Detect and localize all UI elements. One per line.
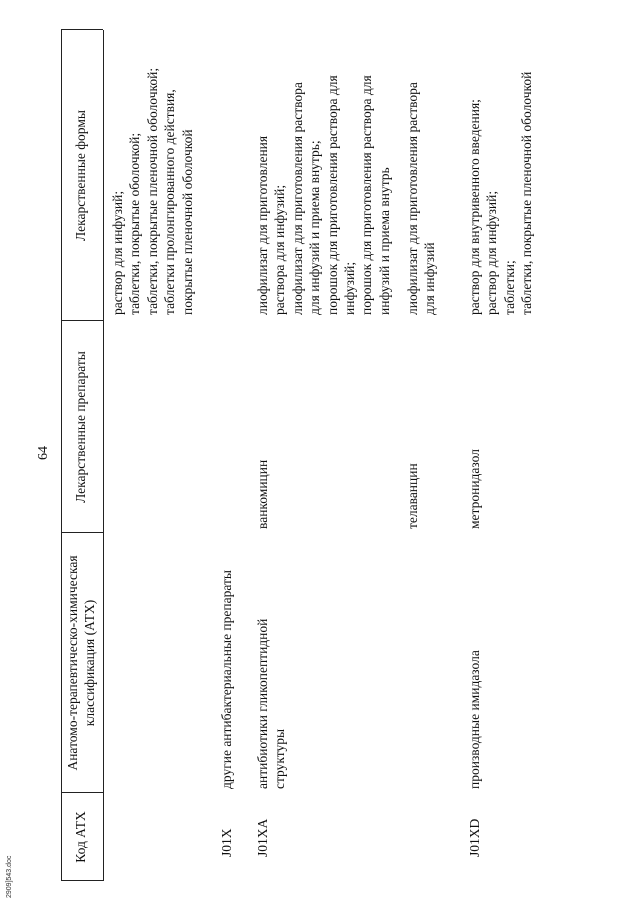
form-line: лиофилизат для приготовления [255,135,270,315]
header-atc [64,533,98,793]
form-line: инфузий; [342,261,358,315]
atc-j01x: другие антибактериальные препараты [219,570,234,789]
form-line: таблетки, покрытые пленочной оболочкой [519,71,535,315]
form-line: покрытые пленочной оболочкой [179,129,195,315]
forms-telavancin [404,82,439,315]
header-atc-line-2: классификация (АТХ) [82,599,97,727]
drug-vancomycin: ванкомицин [255,459,270,529]
drug-metronidazole: метронидазол [467,449,482,529]
atc-line: структуры [272,728,288,789]
forms-vancomycin [254,75,393,315]
header-atc-line-1: Анатомо-терапевтическо-химическая [65,555,80,771]
code-j01xd: J01XD [467,818,482,857]
atc-j01xa [254,619,289,789]
header-bottom-border [103,30,104,881]
form-line: порошок для приготовления раствора для [359,75,375,315]
file-name-footer: 2909]543.doc [6,855,13,898]
form-line: раствор для инфузий; [484,190,500,315]
form-line: таблетки, покрытые пленочной оболочкой; [144,67,160,315]
form-line: раствор для инфузий; [110,190,125,315]
page-number: 64 [36,446,51,460]
header-forms: Лекарственные формы [73,110,88,241]
form-line: таблетки пролонгированного действия, [162,89,178,315]
form-line: таблетки; [501,260,517,315]
atc-line: антибиотики гликопептидной [255,618,270,789]
form-line: лиофилизат для приготовления раствора [405,82,420,315]
form-line: лиофилизат для приготовления раствора [289,82,305,315]
form-line: раствор для внутривенного введения; [467,99,482,315]
header-drugs: Лекарственные препараты [73,351,88,503]
table-top-border [61,30,62,881]
drug-telavancin: телаванцин [405,463,420,529]
atc-j01xd: производные имидазола [467,650,482,789]
code-j01x: J01X [219,828,234,857]
continued-forms [109,68,196,315]
form-line: таблетки, покрытые оболочкой; [127,132,143,315]
form-line: для инфузий и приема внутрь; [307,140,323,315]
form-line: инфузий и приема внутрь [376,167,392,315]
form-line: для инфузий [422,242,438,315]
header-code: Код АТХ [73,811,88,863]
forms-metronidazole [466,72,536,315]
form-line: порошок для приготовления раствора для [324,75,340,315]
form-line: раствора для инфузий; [272,184,288,315]
code-j01xa: J01XA [255,818,270,857]
